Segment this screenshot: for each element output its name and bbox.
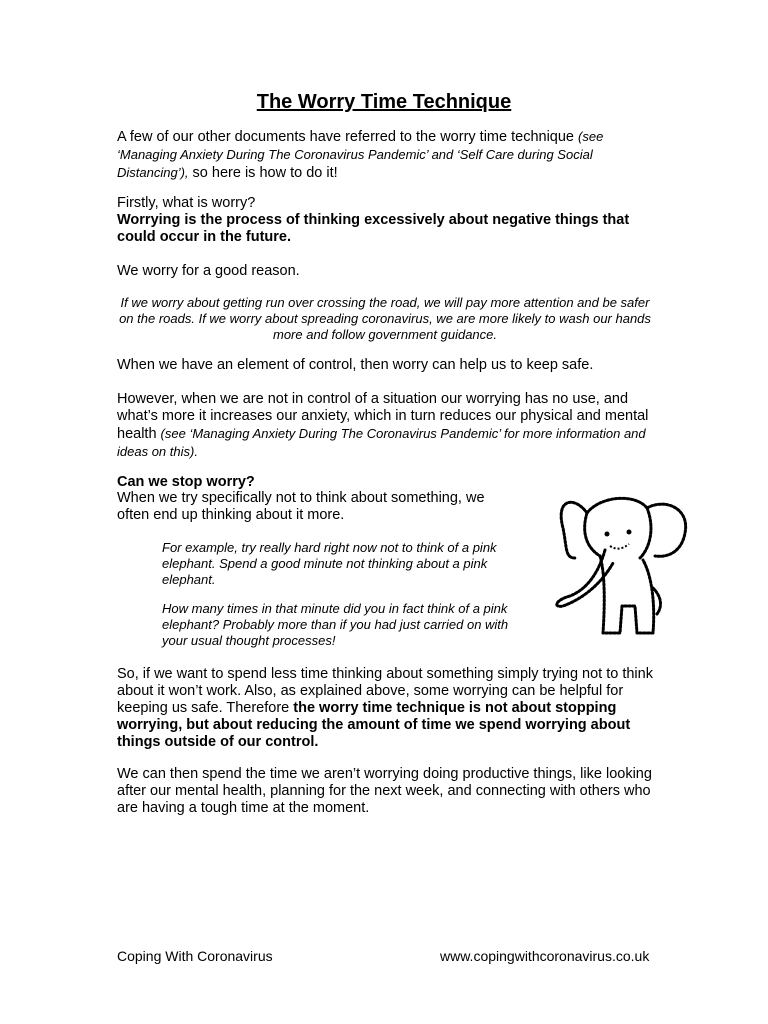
productive-paragraph: We can then spend the time we aren’t worrying doing productive things, like looking after our mental health, planning for the next week, and connecting with others who are having a tough time at the moment. xyxy=(117,766,652,816)
footer-website-link[interactable]: www.copingwithcoronavirus.co.uk xyxy=(440,948,650,964)
worry-question: Firstly, what is worry? xyxy=(117,195,256,211)
example-quote: If we worry about getting run over crossing the road, we will pay more attention and be safer on the roads. If we worry about spreading coronavirus, we are more likely to wash our hands more and follow government guidance. xyxy=(119,295,651,342)
stop-worry-heading: Can we stop worry? xyxy=(117,474,255,490)
conclusion-highlight: the worry time technique is not about stopping worrying, but about reducing the amount of time we spend worrying about things outside of our control. xyxy=(117,700,631,750)
intro-reference: (see ‘Managing Anxiety During The Coronavirus Pandemic’ and ‘Self Care during Social Distancing’), xyxy=(117,129,604,180)
conclusion-paragraph xyxy=(117,666,657,751)
footer-left: Coping With Coronavirus xyxy=(117,948,273,964)
not-in-control-text: However, when we are not in control of a situation our worrying has no use, and what’s more it increases our anxiety, which in turn reduces our physical and mental health xyxy=(117,391,649,442)
control-text: When we have an element of control, then worry can help us to keep safe. xyxy=(117,357,594,373)
stop-worry-text: When we try specifically not to think about something, we often end up thinking about it more. xyxy=(117,490,485,523)
not-in-control-reference: (see ‘Managing Anxiety During The Coronavirus Pandemic’ for more information and ideas on this). xyxy=(117,426,646,459)
intro-paragraph xyxy=(117,128,657,182)
page-title: The Worry Time Technique xyxy=(256,91,512,113)
intro-text: A few of our other documents have referred to the worry time technique xyxy=(117,129,579,145)
intro-text-end: so here is how to do it! xyxy=(188,165,338,181)
worry-definition: Worrying is the process of thinking excessively about negative things that could occur in the future. xyxy=(117,212,630,245)
pink-elephant-example: For example, try really hard right now not to think of a pink elephant. Spend a good minute not thinking about a pink elephant. xyxy=(162,540,497,587)
elephant-illustration-icon xyxy=(545,488,695,643)
not-in-control-paragraph xyxy=(117,391,657,461)
conclusion-text: So, if we want to spend less time thinking about something simply trying not to think about it won’t work. Also, as explained above, some worrying can be helpful for keeping us safe. Therefore xyxy=(117,666,653,716)
good-reason-text: We worry for a good reason. xyxy=(117,263,300,279)
pink-elephant-question: How many times in that minute did you in fact think of a pink elephant? Probably more than if you had just carried on with your usual thought processes! xyxy=(162,601,509,648)
